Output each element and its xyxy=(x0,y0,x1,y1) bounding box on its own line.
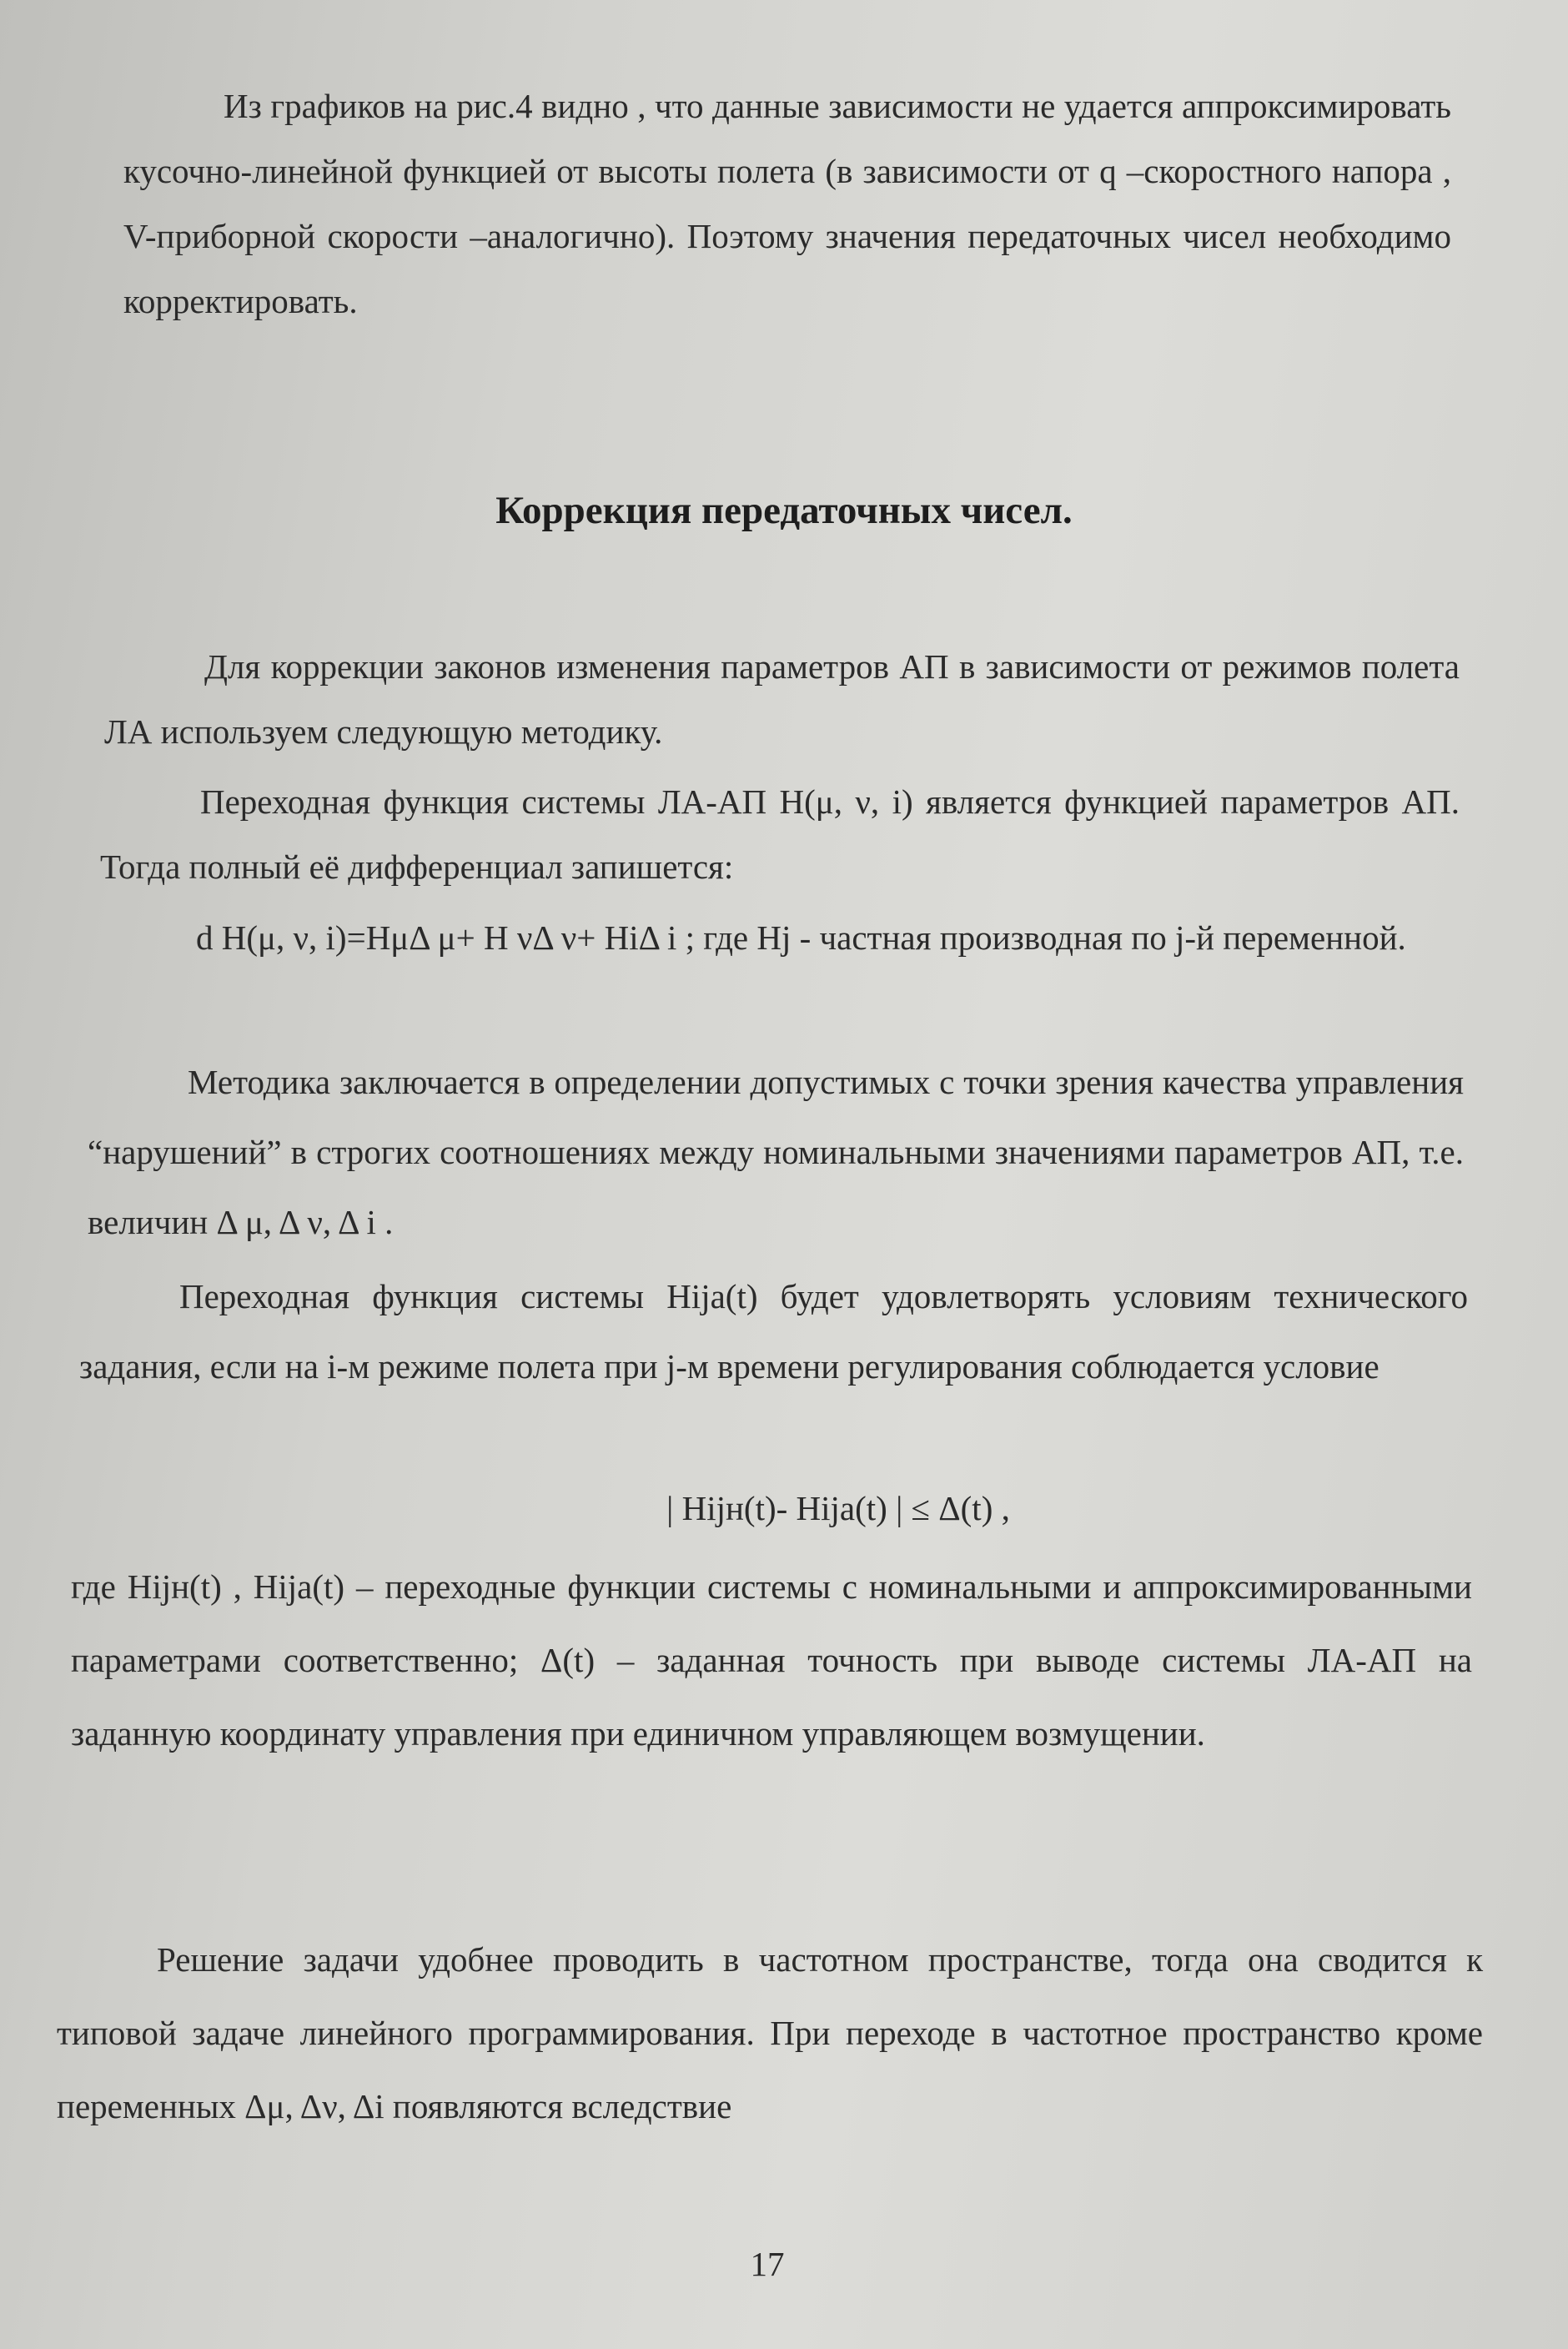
intro-paragraph-text: Из графиков на рис.4 видно , что данные зависимости не удается аппроксимировать кусочно-линейной функцией от высоты полета (в зависимости от q –скоростного напора , V-приборной скорости –аналогично). Поэтому значения передаточных чисел необходимо корректировать. xyxy=(123,87,1451,320)
condition-paragraph-text: Переходная функция системы Hijа(t) будет удовлетворять условиям технического задания, если на i-м режиме полета при j-м времени регулирования соблюдается условие xyxy=(79,1277,1468,1386)
section-title: Коррекция передаточных чисел. xyxy=(495,489,1073,532)
differential-paragraph xyxy=(96,905,1464,970)
inequality-formula: | Hijн(t)- Hijа(t) | ≤ Δ(t) , xyxy=(666,1489,1010,1527)
transfer-function-paragraph xyxy=(100,769,1460,899)
differential-paragraph-text: d H(μ, ν, i)=HμΔ μ+ H νΔ ν+ HiΔ i ; где Hj - частная производная по j-й переменной. xyxy=(196,918,1406,957)
definitions-paragraph-text: где Hijн(t) , Hijа(t) – переходные функции системы с номинальными и аппроксимированными параметрами соответственно; Δ(t) – заданная точность при выводе системы ЛА-АП на заданную координату управления при единичном управляющем возмущении. xyxy=(71,1567,1472,1753)
methodology-paragraph xyxy=(88,1047,1464,1257)
condition-paragraph xyxy=(79,1261,1468,1401)
page-number: 17 xyxy=(750,2245,785,2283)
solution-paragraph-text: Решение задачи удобнее проводить в частотном пространстве, тогда она сводится к типовой задаче линейного программирования. При переходе в частотное пространство кроме переменных Δμ, Δν, Δi появляются вследствие xyxy=(57,1940,1483,2125)
method-paragraph xyxy=(104,634,1460,764)
intro-paragraph xyxy=(123,73,1451,334)
method-paragraph-text: Для коррекции законов изменения параметров АП в зависимости от режимов полета ЛА используем следующую методику. xyxy=(104,647,1460,751)
solution-paragraph xyxy=(57,1923,1483,2143)
definitions-paragraph xyxy=(71,1550,1472,1770)
methodology-paragraph-text: Методика заключается в определении допустимых с точки зрения качества управления “нарушений” в строгих соотношениях между номинальными значениями параметров АП, т.е. величин Δ μ, Δ ν, Δ i . xyxy=(88,1063,1464,1241)
transfer-function-paragraph-text: Переходная функция системы ЛА-АП H(μ, ν, i) является функцией параметров АП. Тогда полный её дифференциал запишется: xyxy=(100,782,1460,886)
